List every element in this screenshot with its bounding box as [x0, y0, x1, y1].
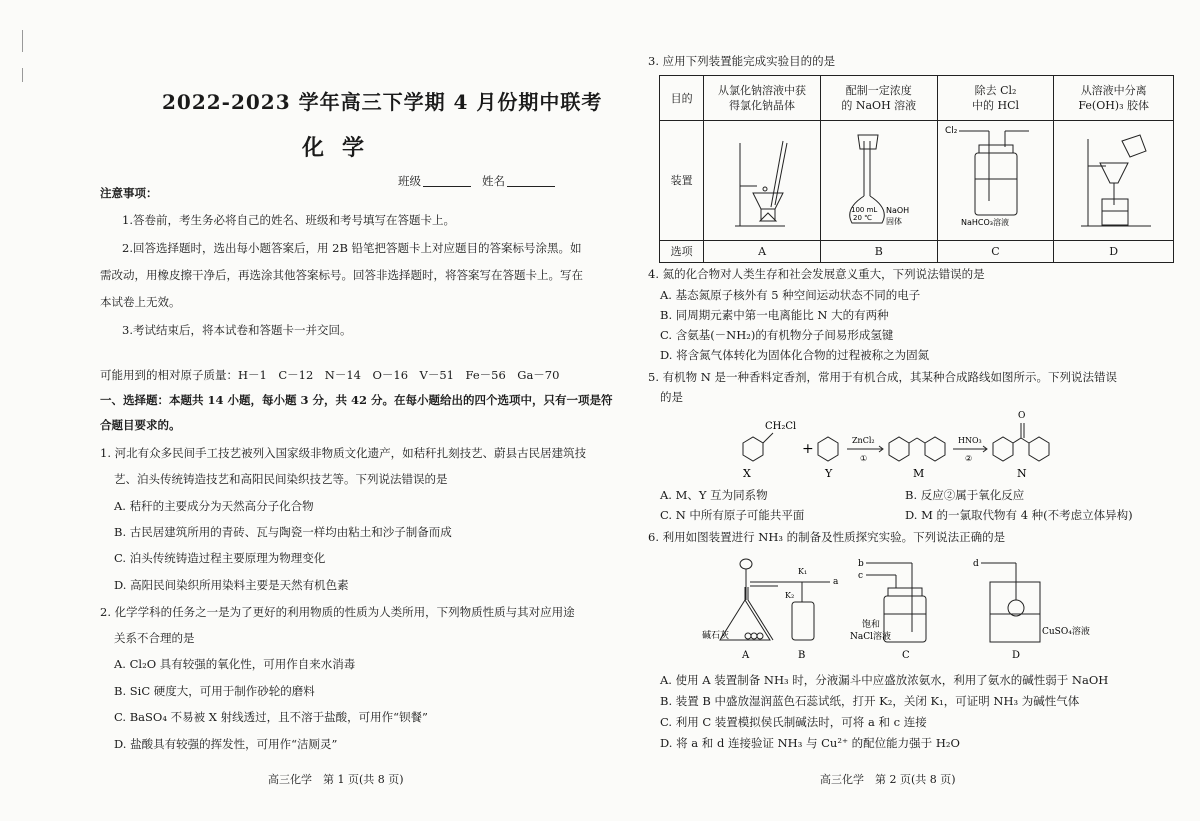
q1-option-d: D. 高阳民间染织所用染料主要是天然有机色素 — [114, 578, 349, 592]
q1-stem-b: 艺、泊头传统铸造技艺和高阳民间染织技艺等。下列说法错误的是 — [114, 472, 448, 486]
q4-option-c: C. 含氨基(－NH₂)的有机物分子间易形成氢键 — [660, 328, 894, 342]
svg-text:NaCl溶液: NaCl溶液 — [850, 632, 892, 642]
q4-option-a: A. 基态氮原子核外有 5 种空间运动状态不同的电子 — [660, 288, 921, 302]
q4-option-d: D. 将含氮气体转化为固体化合物的过程被称之为固氮 — [660, 348, 930, 362]
q5-option-b: B. 反应②属于氧化反应 — [905, 488, 1025, 502]
svg-text:M: M — [913, 467, 925, 480]
subject-title: 化学 — [302, 135, 383, 161]
ring-n1 — [993, 437, 1013, 461]
notice-3: 3.考试结束后，将本试卷和答题卡一并交回。 — [122, 323, 352, 337]
svg-text:A: A — [742, 650, 750, 661]
q1-option-c: C. 泊头传统铸造过程主要原理为物理变化 — [114, 551, 326, 565]
q3-purpose-d: 从溶液中分离 Fe(OH)₃ 胶体 — [1054, 76, 1174, 121]
svg-text:20 ℃: 20 ℃ — [852, 214, 872, 222]
svg-text:NaHCO₃溶液: NaHCO₃溶液 — [960, 218, 1009, 227]
q5-option-c: C. N 中所有原子可能共平面 — [660, 508, 805, 522]
q2-stem-a: 2. 化学学科的任务之一是为了更好的利用物质的性质为人类所用，下列物质性质与其对应用途 — [100, 605, 575, 619]
notice-2b: 需改动，用橡皮擦干净后，再选涂其他答案标号。回答非选择题时，将答案写在答题卡上。写在 — [100, 268, 583, 282]
volumetric-flask-illustration — [822, 121, 936, 236]
q5-stem-b: 的是 — [660, 390, 683, 404]
class-field[interactable] — [423, 186, 471, 187]
q3-purpose-c: 除去 Cl₂ 中的 HCl — [937, 76, 1054, 121]
svg-text:100 mL: 100 mL — [850, 206, 878, 214]
svg-text:O: O — [1018, 411, 1026, 421]
q4-option-b: B. 同周期元素中第一电离能比 N 大的有两种 — [660, 308, 889, 322]
q2-stem-b: 关系不合理的是 — [114, 631, 195, 645]
q3-table — [659, 75, 1174, 263]
svg-text:碱石灰: 碱石灰 — [702, 631, 730, 641]
notice-2c: 本试卷上无效。 — [100, 295, 181, 309]
q3-stem: 3. 应用下列装置能完成实验目的的是 — [648, 54, 836, 68]
q3-apparatus-d — [1054, 121, 1174, 241]
svg-text:②: ② — [965, 454, 973, 463]
svg-text:HNO₃: HNO₃ — [958, 436, 982, 445]
svg-text:Cl₂: Cl₂ — [944, 126, 957, 136]
svg-text:c: c — [858, 571, 864, 581]
evaporation-apparatus-illustration — [705, 121, 819, 236]
q3-option-a[interactable]: A — [704, 241, 821, 263]
svg-text:K₂: K₂ — [785, 591, 795, 600]
q6-stem: 6. 利用如图装置进行 NH₃ 的制备及性质探究实验。下列说法正确的是 — [648, 530, 1006, 544]
svg-text:NaOH: NaOH — [885, 206, 909, 215]
q2-option-b: B. SiC 硬度大，可用于制作砂轮的磨料 — [114, 684, 315, 698]
svg-text:固体: 固体 — [885, 217, 902, 226]
notice-2a: 2.回答选择题时，选出每小题答案后，用 2B 铅笔把答题卡上对应题目的答案标号涂黑。如 — [122, 241, 582, 255]
q3-option-c[interactable]: C — [937, 241, 1054, 263]
section1-heading-a: 一、选择题：本题共 14 小题，每小题 3 分，共 42 分。在每小题给出的四个选项中，只有一项是符 — [100, 393, 613, 407]
q6-option-d: D. 将 a 和 d 连接验证 NH₃ 与 Cu²⁺ 的配位能力强于 H₂O — [660, 736, 960, 750]
q6-option-c: C. 利用 C 装置模拟侯氏制碱法时，可将 a 和 c 连接 — [660, 715, 927, 729]
q6-option-b: B. 装置 B 中盛放湿润蓝色石蕊试纸，打开 K₂，关闭 K₁，可证明 NH₃ 为碱性气体 — [660, 694, 1080, 708]
q3-purpose-a: 从氯化钠溶液中获 得氯化钠晶体 — [704, 76, 821, 121]
gas-washing-bottle-illustration — [939, 121, 1053, 236]
ring-x — [743, 437, 763, 461]
q2-option-a: A. Cl₂O 具有较强的氧化性，可用作自来水消毒 — [114, 657, 356, 671]
svg-text:ZnCl₂: ZnCl₂ — [852, 436, 875, 445]
q1-option-b: B. 古民居建筑所用的青砖、瓦与陶瓷一样均由粘土和沙子制备而成 — [114, 525, 452, 539]
q6-option-a: A. 使用 A 装置制备 NH₃ 时，分液漏斗中应盛放浓氨水，利用了氨水的碱性弱于 NaOH — [660, 673, 1109, 687]
q3-option-d[interactable]: D — [1054, 241, 1174, 263]
svg-text:+: + — [802, 441, 814, 457]
q3-purpose-b: 配制一定浓度 的 NaOH 溶液 — [820, 76, 937, 121]
class-label: 班级 — [398, 174, 421, 188]
svg-text:b: b — [858, 559, 864, 569]
svg-text:K₁: K₁ — [798, 567, 808, 576]
svg-text:①: ① — [860, 454, 868, 463]
svg-text:C: C — [902, 650, 910, 661]
q5-option-a: A. M、Y 互为同系物 — [660, 488, 768, 502]
q1-option-a: A. 秸秆的主要成分为天然高分子化合物 — [114, 499, 314, 513]
q6-apparatus-figure — [690, 552, 1090, 664]
svg-text:D: D — [1012, 650, 1021, 661]
q1-stem-a: 1. 河北有众多民间手工技艺被列入国家级非物质文化遗产，如秸秆扎刻技艺、蔚县古民居建筑技 — [100, 446, 587, 460]
section1-heading-b: 合题目要求的。 — [100, 418, 181, 432]
svg-text:B: B — [798, 650, 806, 661]
svg-text:d: d — [973, 559, 979, 569]
q5-synthesis-scheme — [725, 405, 1105, 483]
svg-text:CH₂Cl: CH₂Cl — [765, 421, 797, 432]
q5-option-d: D. M 的一氯取代物有 4 种(不考虑立体异构) — [905, 508, 1133, 522]
q3-row-apparatus: 装置 — [660, 121, 704, 241]
svg-text:a: a — [833, 577, 839, 587]
page-title: 2022-2023 学年高三下学期 4 月份期中联考 — [162, 90, 603, 114]
q3-row-option: 选项 — [660, 241, 704, 263]
q3-option-b[interactable]: B — [820, 241, 937, 263]
svg-text:X: X — [743, 467, 751, 480]
atomic-masses: 可能用到的相对原子质量：H－1 C－12 N－14 O－16 V－51 Fe－56 Ga－70 — [100, 368, 560, 382]
q3-apparatus-b — [820, 121, 937, 241]
filtration-apparatus-illustration — [1056, 121, 1172, 236]
name-field[interactable] — [507, 186, 555, 187]
q3-apparatus-a — [704, 121, 821, 241]
svg-text:CuSO₄溶液: CuSO₄溶液 — [1042, 627, 1090, 637]
q5-stem-a: 5. 有机物 N 是一种香料定香剂，常用于有机合成，其某种合成路线如图所示。下列说法错误 — [648, 370, 1117, 384]
ring-m1 — [889, 437, 909, 461]
left-footer: 高三化学 第 1 页(共 8 页) — [268, 773, 404, 786]
svg-text:N: N — [1017, 467, 1027, 480]
right-footer: 高三化学 第 2 页(共 8 页) — [820, 773, 956, 786]
q2-option-c: C. BaSO₄ 不易被 X 射线透过，且不溶于盐酸，可用作“钡餐” — [114, 710, 428, 724]
q4-stem: 4. 氮的化合物对人类生存和社会发展意义重大，下列说法错误的是 — [648, 267, 985, 281]
q3-row-purpose: 目的 — [660, 76, 704, 121]
svg-text:Y: Y — [825, 467, 833, 480]
notice-heading: 注意事项： — [100, 186, 158, 200]
q2-option-d: D. 盐酸具有较强的挥发性，可用作“洁厕灵” — [114, 737, 338, 751]
q3-apparatus-c — [937, 121, 1054, 241]
svg-text:饱和: 饱和 — [862, 620, 881, 630]
notice-1: 1.答卷前，考生务必将自己的姓名、班级和考号填写在答题卡上。 — [122, 213, 455, 227]
ring-y — [818, 437, 838, 461]
name-label: 姓名 — [482, 174, 505, 188]
ring-n2 — [1029, 437, 1049, 461]
ring-m2 — [925, 437, 945, 461]
